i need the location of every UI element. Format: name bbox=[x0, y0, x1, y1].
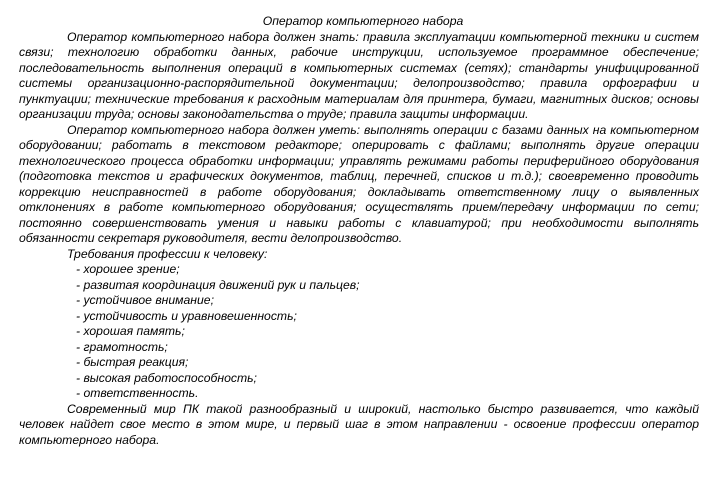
list-item: - высокая работоспособность; bbox=[76, 370, 257, 385]
list-item: - быстрая реакция; bbox=[76, 355, 189, 369]
list-item: - хорошая память; bbox=[76, 324, 185, 338]
paragraph-must-be-able: Оператор компьютерного набора должен уметь: выполнять операции с базами данных на компьютерном оборудовании; работать в текстовом редакторе; оперировать с файлами; выполнять другие операции технологического процесса обработки информации; управлять режимами работы периферийного оборудования (подготовка текстов и графических документов, таблиц, перечней, списков и т.д.); своевременно проводить коррекцию неисправностей в работе оборудования; докладывать ответственному лицу о выявленных отклонениях в работе компьютерного оборудования; осуществлять прием/передачу информации по сети; постоянно совершенствовать умения и навыки работы с клавиатурой; при необходимости выполнять обязанности секретаря руководителя, вести делопроизводство. bbox=[19, 122, 699, 245]
list-item: - устойчивость и уравновешенность; bbox=[76, 308, 297, 323]
list-item: - устойчивое внимание; bbox=[76, 293, 214, 307]
requirements-list bbox=[19, 262, 699, 402]
list-item: - ответственность. bbox=[76, 386, 199, 400]
list-item: - хорошее зрение; bbox=[76, 262, 180, 276]
list-item: - грамотность; bbox=[76, 339, 168, 354]
requirements-heading: Требования профессии к человеку: bbox=[67, 246, 268, 261]
paragraph-conclusion: Современный мир ПК такой разнообразный и широкий, настолько быстро развивается, что каждый человек найдет свое место в этом мире, и первый шаг в этом направлении - освоение профессии оператор компьютерного набора. bbox=[19, 401, 699, 447]
paragraph-must-know: Оператор компьютерного набора должен знать: правила эксплуатации компьютерной техники и систем связи; технологию обработки данных, рабочие инструкции, используемое программное обеспечение; последовательность выполнения операций в компьютерных системах (сетях); стандарты унифицированной системы организационно-распорядительной документации; делопроизводство; правила орфографии и пунктуации; технические требования к расходным материалам для принтера, бумаги, магнитных дисков; основы организации труда; основы законодательства о труде; правила защиты информации. bbox=[19, 29, 699, 121]
list-item: - развитая координация движений рук и пальцев; bbox=[76, 277, 360, 292]
document-body bbox=[19, 14, 699, 448]
document-title: Оператор компьютерного набора bbox=[262, 14, 464, 28]
